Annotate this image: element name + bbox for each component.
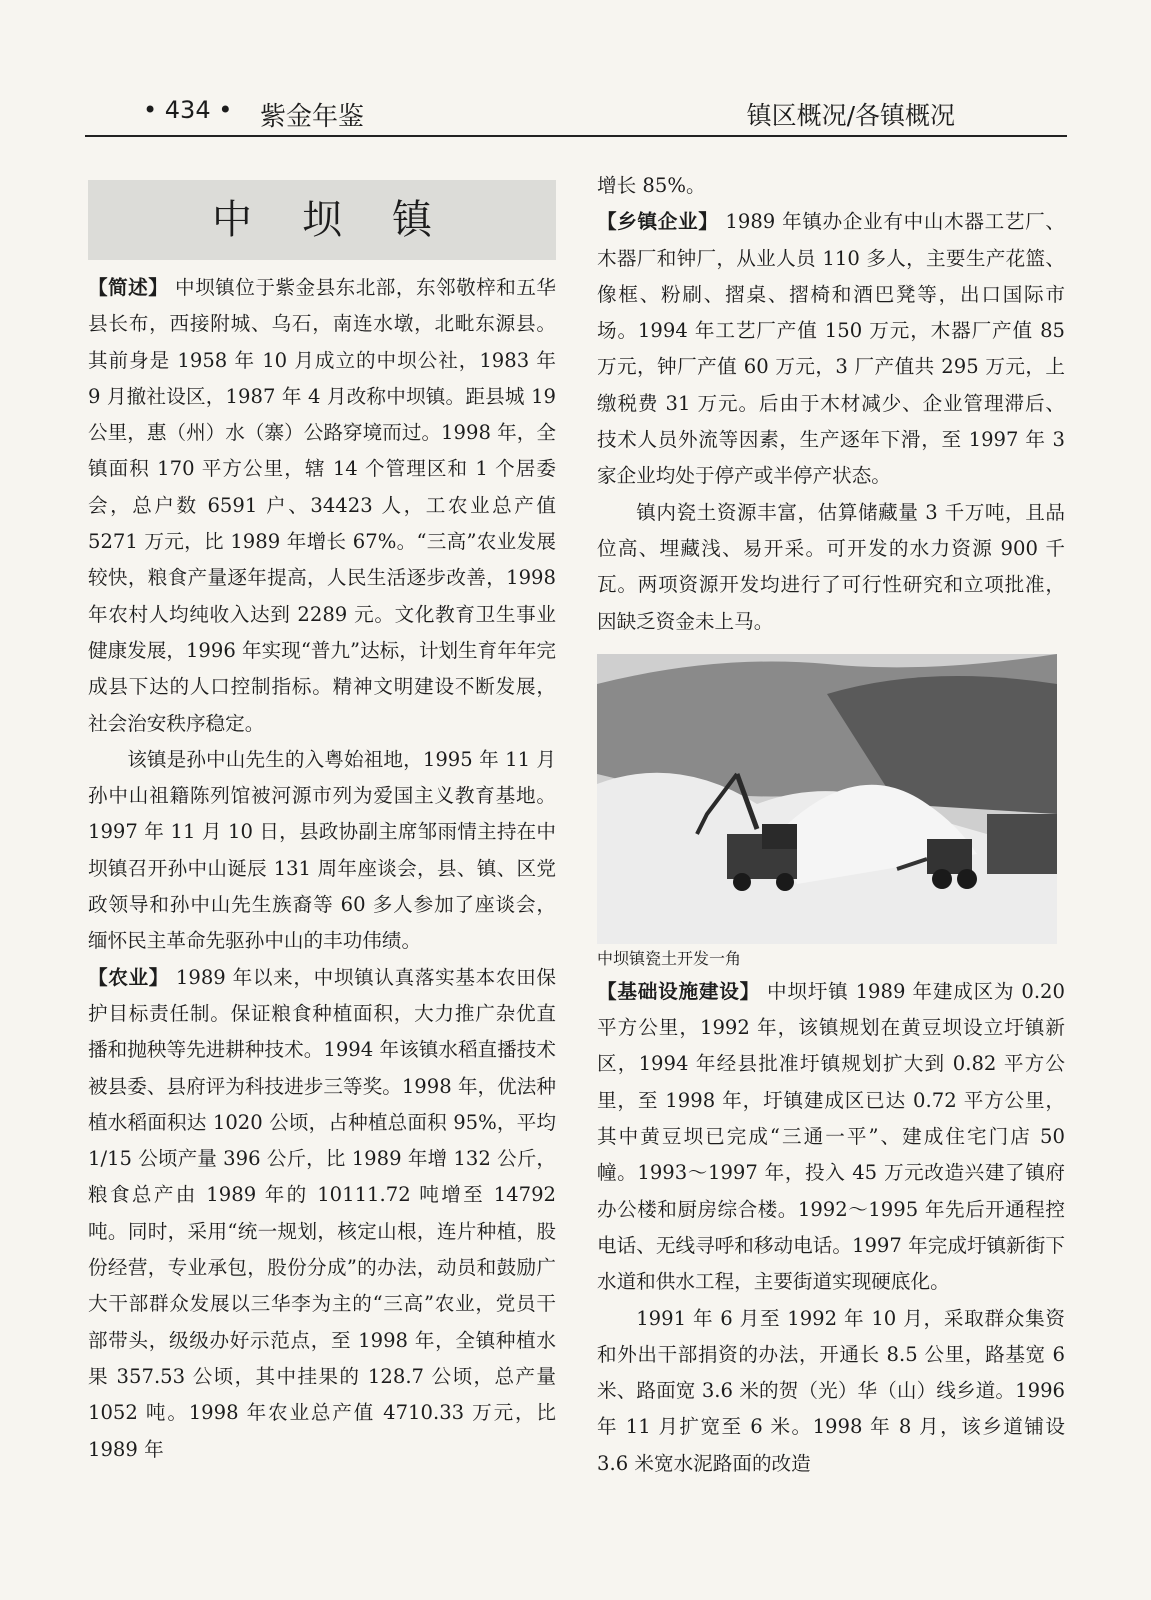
- overview-paragraph: [88, 270, 556, 742]
- photo-caption: 中坝镇瓷土开发一角: [597, 948, 742, 968]
- agriculture-paragraph: [88, 960, 556, 1468]
- enterprise-paragraph-2: 镇内瓷土资源丰富，估算储藏量 3 千万吨，且品位高、埋藏浅、易开采。可开发的水力资源 900 千瓦。两项资源开发均进行了可行性研究和立项批准，因缺乏资金未上马。: [597, 500, 1065, 633]
- article-title-box: [88, 180, 556, 260]
- agriculture-text: 1989 年以来，中坝镇认真落实基本农田保护目标责任制。保证粮食种植面积，大力推广杂优直播和抛秧等先进耕种技术。1994 年该镇水稻直播技术被县委、县府评为科技进步三等奖。1998 年，优法种植水稻面积达 1020 公顷，占种植总面积 95%，平均 1/15 公顷产量 396 公斤，比 1989 年增 132 公斤，粮食总产由 1989 年的 10111.72 吨增至 14792 吨。同时，采用“统一规划，核定山根，连片种植，股份经营，专业承包，股份分成”的办法，动员和鼓励广大干部群众发展以三华李为主的“三高”农业，党员干部带头，级级办好示范点，至 1998 年，全镇种植水果 357.53 公顷，其中挂果的 128.7 公顷，总产量 1052 吨。1998 年农业总产值 4710.33 万元，比 1989 年: [88, 965, 557, 1461]
- infrastructure-label: 【基础设施建设】: [597, 979, 761, 1003]
- infrastructure-paragraph: [597, 974, 1065, 1301]
- page-header: [85, 96, 1065, 136]
- enterprise-label: 【乡镇企业】: [597, 210, 719, 234]
- overview-label: 【简述】: [88, 276, 169, 299]
- overview-text: 中坝镇位于紫金县东北部，东邻敬梓和五华县长布，西接附城、乌石，南连水墩，北毗东源县。其前身是 1958 年 10 月成立的中坝公社，1983 年 9 月撤社设区，1987 年 4 月改称中坝镇。距县城 19 公里，惠（州）水（寨）公路穿境而过。1998 年，全镇面积 170 平方公里，辖 14 个管理区和 1 个居委会，总户数 6591 户、34423 人，工农业总产值 5271 万元，比 1989 年增长 67%。“三高”农业发展较快，粮食产量逐年提高，人民生活逐步改善，1998 年农村人均纯收入达到 2289 元。文化教育卫生事业健康发展，1996 年实现“普九”达标，计划生育年年完成县下达的人口控制指标。精神文明建设不断发展，社会治安秩序稳定。: [88, 276, 557, 735]
- overview-paragraph-2: 该镇是孙中山先生的入粤始祖地，1995 年 11 月孙中山祖籍陈列馆被河源市列为爱国主义教育基地。1997 年 11 月 10 日，县政协副主席邹雨情主持在中坝镇召开孙中山诞辰 131 周年座谈会，县、镇、区党政领导和孙中山先生族裔等 60 多人参加了座谈会，缅怀民主革命先驱孙中山的丰功伟绩。: [88, 747, 556, 953]
- enterprise-paragraph: [597, 204, 1065, 494]
- book-title: 紫金年鉴: [260, 102, 365, 132]
- infrastructure-text: 中坝圩镇 1989 年建成区为 0.20 平方公里，1992 年，该镇规划在黄豆坝设立圩镇新区，1994 年经县批准圩镇规划扩大到 0.82 平方公里，至 1998 年，圩镇建成区已达 0.72 平方公里，其中黄豆坝已完成“三通一平”、建成住宅门店 50 幢。1993～1997 年，投入 45 万元改造兴建了镇府办公楼和厨房综合楼。1992～1995 年先后开通程控电话、无线寻呼和移动电话。1997 年完成圩镇新街下水道和供水工程，主要街道实现硬底化。: [597, 979, 1065, 1294]
- right-column: [597, 168, 1065, 1482]
- agriculture-continuation: 增长 85%。: [597, 174, 706, 197]
- header-rule: [85, 135, 1067, 137]
- infrastructure-paragraph-2: 1991 年 6 月至 1992 年 10 月，采取群众集资和外出干部捐资的办法，开通长 8.5 公里，路基宽 6 米、路面宽 3.6 米的贺（光）华（山）线乡道。1996 年 11 月扩宽至 6 米。1998 年 8 月，该乡道铺设 3.6 米宽水泥路面的改造: [597, 1306, 1065, 1475]
- article-title: 中坝镇: [212, 196, 482, 243]
- left-column: [88, 168, 556, 1468]
- agriculture-label: 【农业】: [88, 965, 170, 989]
- page-number: • 434 •: [143, 96, 233, 124]
- enterprise-text: 1989 年镇办企业有中山木器工艺厂、木器厂和钟厂，从业人员 110 多人，主要生产花篮、像框、粉刷、摺桌、摺椅和酒巴凳等，出口国际市场。1994 年工艺厂产值 150 万元，木器厂产值 85 万元，钟厂产值 60 万元，3 厂产值共 295 万元，上缴税费 31 万元。后由于木材减少、企业管理滞后、技术人员外流等因素，生产逐年下滑，至 1997 年 3 家企业均处于停产或半停产状态。: [597, 210, 1066, 488]
- section-path: 镇区概况/各镇概况: [746, 101, 955, 130]
- clay-mining-photo: [597, 654, 1057, 944]
